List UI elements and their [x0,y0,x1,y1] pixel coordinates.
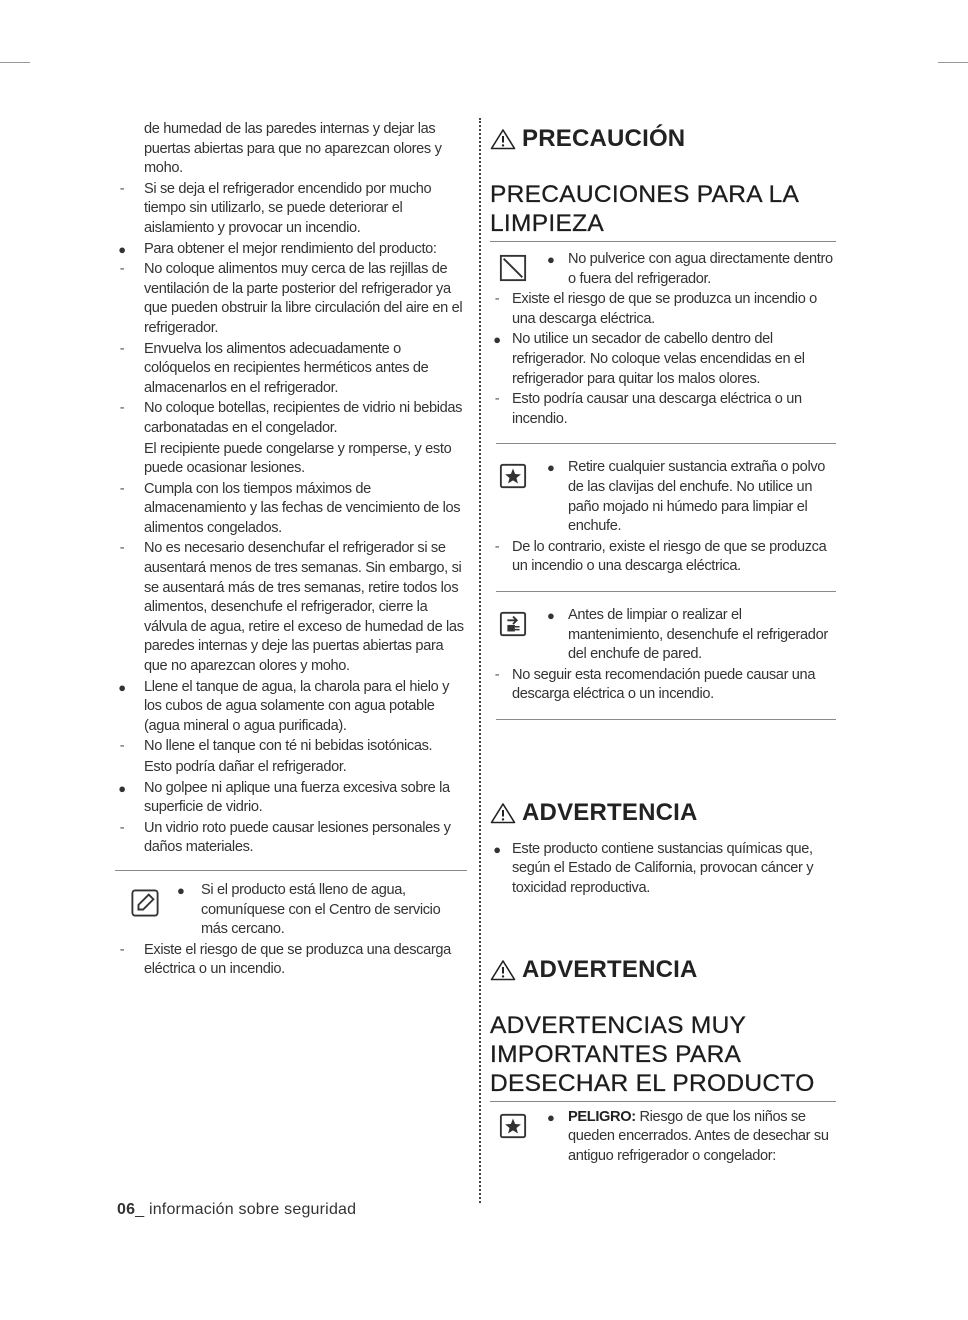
list-item: - Cumpla con los tiempos máximos de almacenamiento y las fechas de vencimiento de los alimentos congelados. [115,480,470,539]
section-rule [496,591,836,592]
list-item: - No coloque alimentos muy cerca de las rejillas de ventilación de la parte posterior del refrigerador ya que pueden obstruir la libre circulación del aire en el refrigerador. [115,260,470,338]
list-item: - No coloque botellas, recipientes de vidrio ni bebidas carbonatadas en el congelador. [115,399,470,438]
list-item: - Si se deja el refrigerador encendido por mucho tiempo sin utilizarlo, se puede deteriorar el aislamiento y provocar un incendio. [115,180,470,239]
title-rule [490,241,836,242]
warning-triangle-icon [490,959,516,981]
warning-triangle-icon [490,802,516,824]
dash-mark: - [494,666,500,683]
cleaning-block-3: ● Antes de limpiar o realizar el mantenimiento, desenchufe el refrigerador del enchufe de pared. [490,606,837,665]
cleaning-block-list [490,250,837,720]
caution-heading: PRECAUCIÓN [490,128,837,150]
disposal-title: ADVERTENCIAS MUY IMPORTANTES PARA DESECHAR EL PRODUCTO [490,1011,815,1097]
column-divider [479,118,481,1203]
dash-mark: - [119,819,125,836]
right-column [490,120,837,1166]
intro-continuation: de humedad de las paredes internas y dejar las puertas abiertas para que no aparezcan olores y moho. [144,121,442,177]
list-item: ● Llene el tanque de agua, la charola para el hielo y los cubos de agua solamente con agua potable (agua mineral o agua purificada). [115,678,470,737]
disposal-block: ● PELIGRO: Riesgo de que los niños se queden encerrados. Antes de desechar su antiguo refrigerador o congelador: [490,1108,837,1167]
dash-mark: - [494,291,500,308]
contact-block [115,881,470,940]
dash-mark: - [494,538,500,555]
left-column [115,120,470,981]
page-number: 06 [117,1201,136,1218]
warning-heading-1: ADVERTENCIA [490,802,837,824]
left-item-list [115,180,470,858]
dash-mark: - [119,340,125,357]
section-rule [496,443,836,444]
list-item: El recipiente puede congelarse y romperse, y esto puede ocasionar lesiones. [144,440,452,477]
bullet-dot: ● [547,252,555,267]
list-item: - Un vidrio roto puede causar lesiones personales y daños materiales. [115,819,470,858]
list-item: Esto podría dañar el refrigerador. [144,759,347,775]
list-item: - Esto podría causar una descarga eléctrica o un incendio. [490,390,837,429]
bullet-dot: ● [547,607,555,623]
important-star-icon [498,462,528,490]
cleaning-block-1: ● No pulverice con agua directamente dentro o fuera del refrigerador. [490,250,837,289]
bullet-dot: ● [118,679,126,695]
bullet-dot: ● [547,1109,555,1125]
cleaning-title: PRECAUCIONES PARA LA LIMPIEZA [490,181,798,237]
list-item: - No es necesario desenchufar el refrigerador si se ausentará menos de tres semanas. Sin embargo, si se ausentará más de tres semanas, retire todos los alimentos, desenchufe el refrigerador, cierre la válvula de agua, retire el exceso de humedad de las paredes internas y deje las puertas abiertas para que no aparezcan olores y moho. [115,539,470,676]
section-rule [496,719,836,720]
dash-mark: - [119,540,125,557]
section-label: _ información sobre seguridad [135,1201,357,1218]
list-item: - No llene el tanque con té ni bebidas isotónicas. [115,737,470,757]
dash-mark: - [119,941,125,958]
warning-triangle-icon [490,128,516,150]
bullet-dot: ● [118,780,126,796]
dash-mark: - [494,391,500,408]
danger-label: PELIGRO: [568,1108,636,1125]
unplug-icon [498,610,528,638]
bullet-dot: ● [177,882,185,898]
crop-mark-right [938,62,968,63]
list-item: ● Para obtener el mejor rendimiento del producto: [115,240,470,260]
list-item: - Envuelva los alimentos adecuadamente o colóquelos en recipientes herméticos antes de almacenarlos en el refrigerador. [115,340,470,399]
bullet-dot: ● [493,841,501,857]
list-item: - De lo contrario, existe el riesgo de que se produzca un incendio o una descarga eléctrica. [490,538,837,577]
title-rule [490,1101,836,1102]
dash-mark: - [119,738,125,755]
crop-mark-left [0,62,30,63]
no-spray-icon [498,254,528,282]
important-star-icon [498,1112,528,1140]
list-item: - No seguir esta recomendación puede causar una descarga eléctrica o un incendio. [490,666,837,705]
phone-contact-icon [130,889,160,917]
warning-heading-2: ADVERTENCIA [490,959,837,981]
dash-mark: - [119,261,125,278]
section-rule [115,870,467,871]
page-footer [117,1201,356,1219]
contact-dash-item: - Existe el riesgo de que se produzca una descarga eléctrica o un incendio. [115,941,470,980]
cleaning-block-2: ● Retire cualquier sustancia extraña o polvo de las clavijas del enchufe. No utilice un paño mojado ni húmedo para limpiar el enchufe. [490,458,837,536]
bullet-dot: ● [493,332,501,348]
list-item: ● No utilice un secador de cabello dentro del refrigerador. No coloque velas encendidas en el refrigerador para quitar los malos olores. [490,330,837,389]
bullet-dot: ● [118,241,126,257]
dash-mark: - [119,480,125,497]
bullet-dot: ● [547,460,555,476]
warning-1-item: ● Este producto contiene sustancias químicas que, según el Estado de California, provocan cáncer y toxicidad reproductiva. [490,840,837,899]
contact-bullet-text: Si el producto está lleno de agua, comuníquese con el Centro de servicio más cercano. [201,881,441,938]
list-item: - Existe el riesgo de que se produzca un incendio o una descarga eléctrica. [490,290,837,329]
list-item: ● No golpee ni aplique una fuerza excesiva sobre la superficie de vidrio. [115,779,470,818]
dash-mark: - [119,400,125,417]
dash-mark: - [119,180,125,197]
